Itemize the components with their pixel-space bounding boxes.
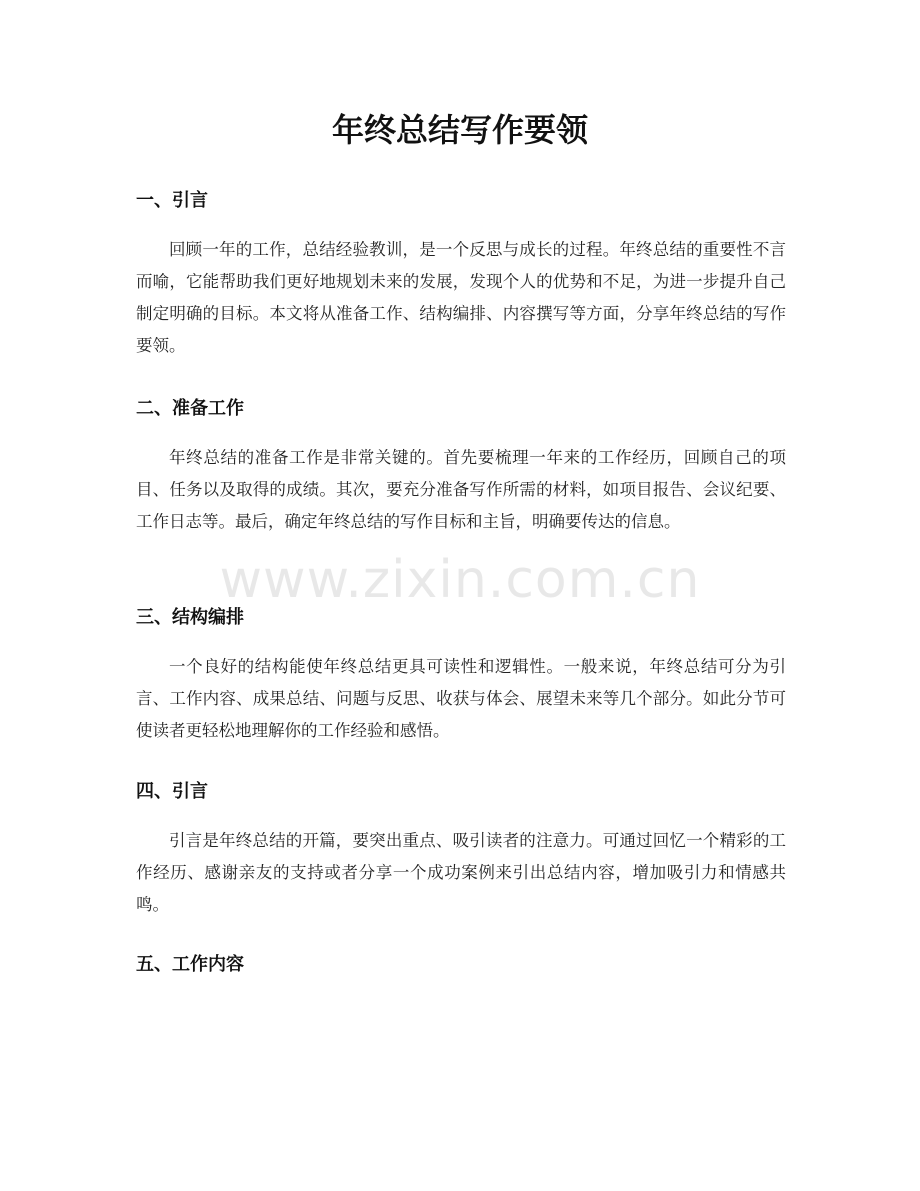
section-paragraph: 年终总结的准备工作是非常关键的。首先要梳理一年来的工作经历，回顾自己的项目、任务以及取得的成绩。其次，要充分准备写作所需的材料，如项目报告、会议纪要、工作日志等。最后，确定年终总结的写作目标和主旨，明确要传达的信息。 — [136, 448, 786, 531]
section-heading: 五、工作内容 — [136, 954, 244, 975]
section-preparation — [136, 396, 786, 538]
section-heading: 四、引言 — [136, 781, 208, 802]
section-heading: 一、引言 — [136, 190, 208, 211]
section-opening — [136, 779, 786, 921]
section-work-content — [136, 952, 786, 978]
section-heading: 二、准备工作 — [136, 398, 244, 419]
section-paragraph: 一个良好的结构能使年终总结更具可读性和逻辑性。一般来说，年终总结可分为引言、工作内容、成果总结、问题与反思、收获与体会、展望未来等几个部分。如此分节可使读者更轻松地理解你的工作经验和感悟。 — [136, 657, 786, 740]
watermark: www.zixin.com.cn — [219, 550, 701, 610]
section-heading: 三、结构编排 — [136, 607, 244, 628]
section-structure — [136, 605, 786, 747]
section-paragraph: 引言是年终总结的开篇，要突出重点、吸引读者的注意力。可通过回忆一个精彩的工作经历、感谢亲友的支持或者分享一个成功案例来引出总结内容，增加吸引力和情感共鸣。 — [136, 831, 786, 914]
document-title: 年终总结写作要领 — [331, 111, 588, 149]
section-introduction — [136, 188, 786, 362]
section-paragraph: 回顾一年的工作，总结经验教训，是一个反思与成长的过程。年终总结的重要性不言而喻，它能帮助我们更好地规划未来的发展，发现个人的优势和不足，为进一步提升自己制定明确的目标。本文将从准备工作、结构编排、内容撰写等方面，分享年终总结的写作要领。 — [136, 240, 786, 355]
